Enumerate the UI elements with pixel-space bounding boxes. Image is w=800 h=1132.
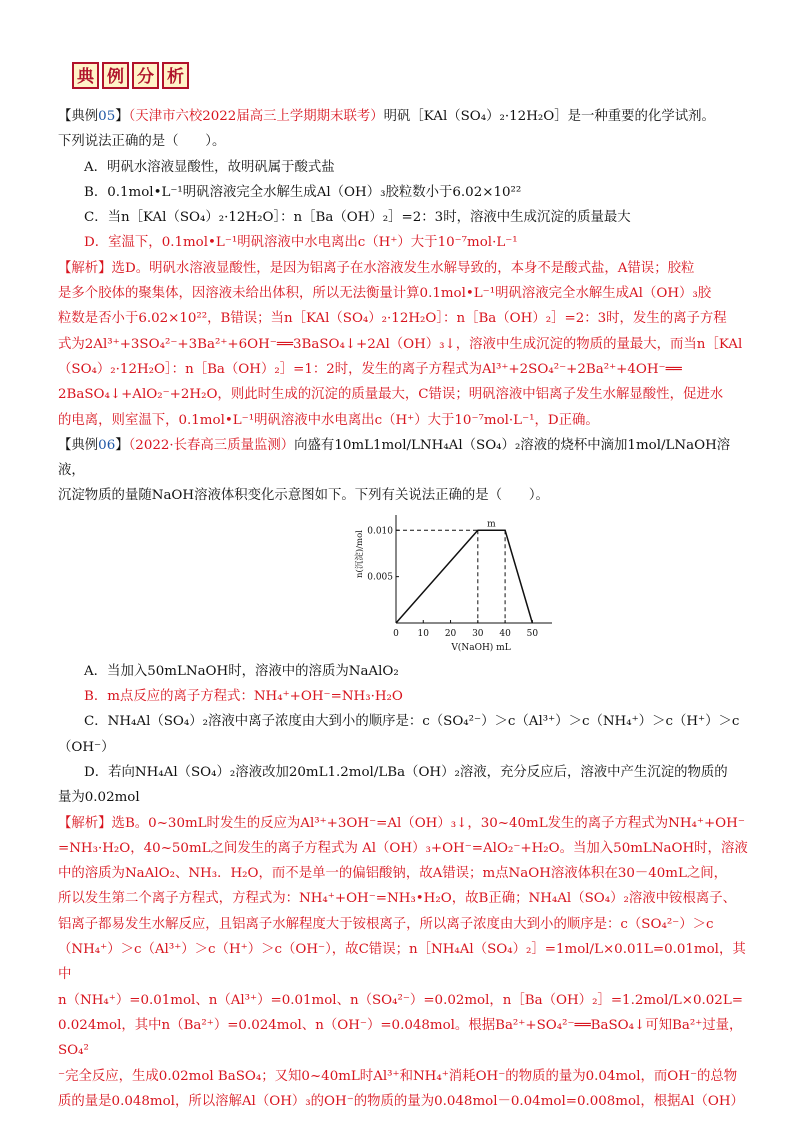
x-axis-label: V(NaOH) mL [451, 642, 511, 653]
analysis-line: ⁻完全反应，生成0.02mol BaSO₄；又知0~40mL时Al³⁺和NH₄⁺消耗OH⁻的物质的量为0.04mol，而OH⁻的总物 [58, 1068, 738, 1084]
analysis-line: 0.024mol，其中n（Ba²⁺）=0.024mol、n（OH⁻）=0.048mol。根据Ba²⁺+SO₄²⁻══BaSO₄↓可知Ba²⁺过量，SO₄² [58, 1017, 743, 1059]
example-label-close: 】 [115, 109, 129, 124]
question-stem: 明矾［KAl（SO₄）₂·12H₂O］是一种重要的化学试剂。 [383, 109, 715, 124]
option-a: A．明矾水溶液显酸性，故明矾属于酸式盐 [84, 159, 335, 175]
analysis-line: 所以发生第二个离子方程式，方程式为：NH₄⁺+OH⁻=NH₃•H₂O，故B正确；NH₄Al（SO₄）₂溶液中铵根离子、 [58, 891, 737, 907]
example-number: 06 [98, 437, 116, 453]
option-a: A．当加入50mLNaOH时，溶液中的溶质为NaAlO₂ [84, 663, 399, 679]
analysis-line: 粒数是否小于6.02×10²²，B错误；当n［KAl（SO₄）₂·12H₂O］：n［Ba（OH）₂］=2：3时，发生的离子方程 [58, 311, 727, 327]
precipitate-chart [58, 509, 748, 659]
y-tick-label: 0.005 [367, 572, 393, 583]
x-tick-label: 50 [526, 628, 539, 639]
question-source: （天津市六校2022届高三上学期期末联考） [128, 109, 384, 124]
analysis-line: 式为2Al³⁺+3SO₄²⁻+3Ba²⁺+6OH⁻══3BaSO₄↓+2Al（OH）₃↓，溶液中生成沉淀的物质的量最大，而当n［KAl [58, 336, 743, 352]
point-label-m: m [487, 519, 496, 530]
banner-char: 分 [132, 62, 159, 89]
y-tick-label: 0.010 [367, 526, 393, 537]
analysis-line: 是多个胶体的聚集体，因溶液未给出体积，所以无法衡量计算0.1mol•L⁻¹明矾溶液完全水解生成Al（OH）₃胶 [58, 286, 712, 302]
banner-char: 例 [102, 62, 129, 89]
option-b-correct: B．m点反应的离子方程式：NH₄⁺+OH⁻=NH₃·H₂O [84, 689, 403, 705]
analysis-line: =NH₃·H₂O，40~50mL之间发生的离子方程式为 Al（OH）₃+OH⁻=AlO₂⁻+H₂O。当加入50mLNaOH时，溶液 [58, 840, 748, 856]
option-b: B．0.1mol•L⁻¹明矾溶液完全水解生成Al（OH）₃胶粒数小于6.02×10²² [84, 184, 522, 200]
question-stem-2: 下列说法正确的是（ ）。 [58, 134, 226, 150]
option-d-correct: D．室温下，0.1mol•L⁻¹明矾溶液中水电离出c（H⁺）大于10⁻⁷mol·L⁻¹ [84, 235, 518, 251]
section-banner [72, 62, 189, 89]
analysis-line: n（NH₄⁺）=0.01mol、n（Al³⁺）=0.01mol、n（SO₄²⁻）=0.02mol，n［Ba（OH）₂］=1.2mol/L×0.02L= [58, 992, 743, 1008]
x-tick-label: 0 [393, 628, 399, 639]
example-number: 05 [98, 109, 116, 124]
analysis-line: （NH₄⁺）＞c（Al³⁺）＞c（H⁺）＞c（OH⁻），故C错误；n［NH₄Al（SO₄）₂］=1mol/L×0.01L=0.01mol，其中 [58, 942, 746, 983]
question-stem: 向盛有10mL1mol/LNH₄Al（SO₄）₂溶液的烧杯中滴加1mol/LNaOH溶液， [58, 437, 731, 479]
question-stem-2: 沉淀物质的量随NaOH溶液体积变化示意图如下。下列有关说法正确的是（ ）。 [58, 488, 549, 504]
option-c-cont: （OH⁻） [58, 739, 115, 755]
banner-char: 典 [72, 62, 99, 89]
example-label: 【典例 [58, 437, 99, 453]
analysis-line: 2BaSO₄↓+AlO₂⁻+2H₂O，则此时生成的沉淀的质量最大，C错误；明矾溶液中铝离子发生水解显酸性，促进水 [58, 387, 724, 403]
banner-char: 析 [162, 62, 189, 89]
analysis-line: 【解析】选B。0~30mL时发生的反应为Al³⁺+3OH⁻=Al（OH）₃↓，30~40mL发生的离子方程式为NH₄⁺+OH⁻ [58, 815, 745, 831]
series-line [396, 530, 532, 623]
example-label-close: 】 [115, 437, 129, 453]
analysis-line: 【解析】选D。明矾水溶液显酸性，是因为铝离子在水溶液发生水解导致的，本身不是酸式盐，A错误；胶粒 [58, 260, 695, 276]
analysis-line: 的电离，则室温下，0.1mol•L⁻¹明矾溶液中水电离出c（H⁺）大于10⁻⁷mol·L⁻¹，D正确。 [58, 412, 599, 428]
option-d: D．若向NH₄Al（SO₄）₂溶液改加20mL1.2mol/LBa（OH）₂溶液，充分反应后，溶液中产生沉淀的物质的 [84, 764, 728, 780]
chart-svg [348, 513, 568, 653]
option-c: C．NH₄Al（SO₄）₂溶液中离子浓度由大到小的顺序是：c（SO₄²⁻）＞c（Al³⁺）＞c（NH₄⁺）＞c（H⁺）＞c [84, 714, 740, 730]
question-source: （2022·长春高三质量监测） [128, 437, 295, 453]
option-c: C．当n［KAl（SO₄）₂·12H₂O］：n［Ba（OH）₂］=2：3时，溶液中生成沉淀的质量最大 [84, 210, 631, 226]
analysis-line: （SO₄）₂·12H₂O］：n［Ba（OH）₂］=1：2时，发生的离子方程式为Al³⁺+2SO₄²⁻+2Ba²⁺+4OH⁻══ [58, 361, 682, 377]
example-label: 【典例 [58, 109, 99, 124]
q6-stem [58, 433, 748, 484]
x-tick-label: 20 [444, 628, 457, 639]
x-tick-label: 10 [417, 628, 429, 639]
x-tick-label: 40 [499, 628, 511, 639]
option-d-cont: 量为0.02mol [58, 790, 140, 806]
analysis-line: 中的溶质为NaAlO₂、NH₃．H₂O，而不是单一的偏铝酸钠，故A错误；m点NaOH溶液体积在30－40mL之间， [58, 866, 728, 882]
analysis-line: 质的量是0.048mol，所以溶解Al（OH）₃的OH⁻的物质的量为0.048mol－0.04mol=0.008mol，根据Al（OH） [58, 1093, 744, 1109]
main-content [58, 104, 748, 1114]
y-axis-label: n(沉淀)/mol [355, 529, 365, 578]
q5-stem [58, 104, 748, 129]
x-tick-label: 30 [472, 628, 484, 639]
analysis-line: 铝离子都易发生水解反应，且铝离子水解程度大于铵根离子，所以离子浓度由大到小的顺序是：c（SO₄²⁻）＞c [58, 916, 714, 932]
